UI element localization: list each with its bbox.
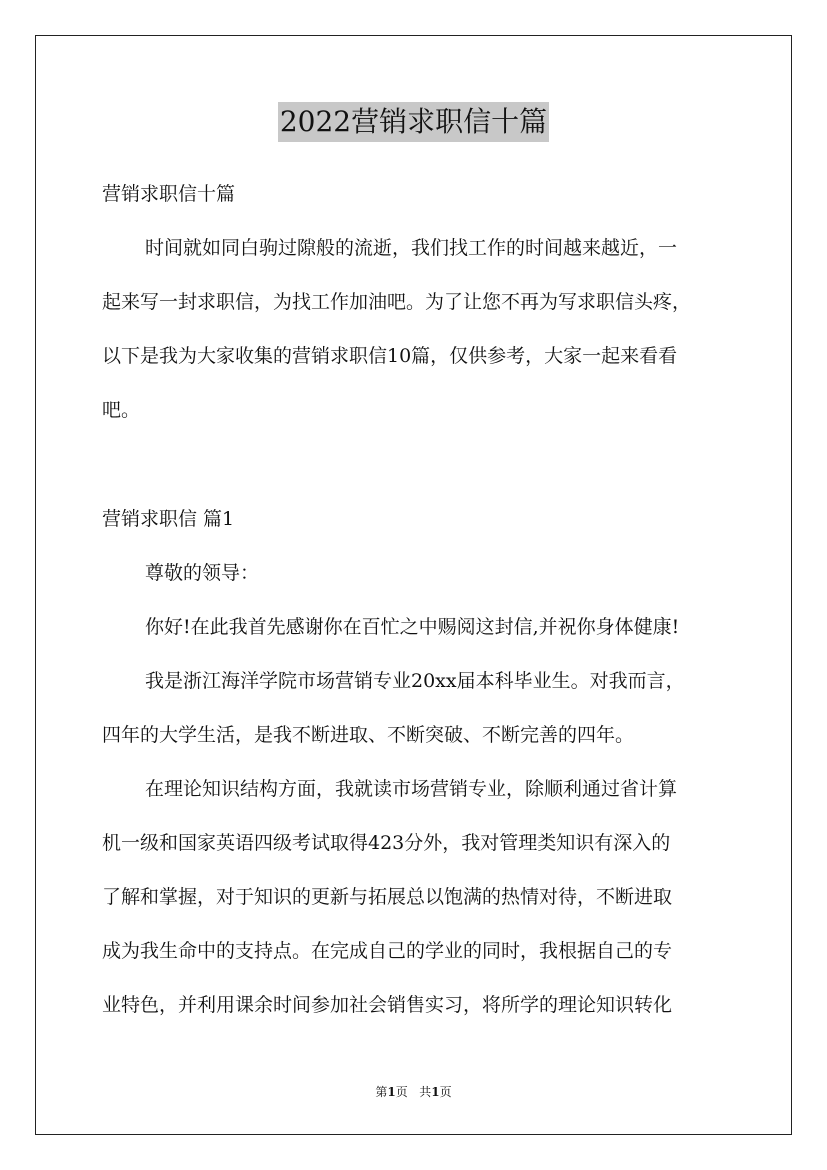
intro-line-1: 时间就如同白驹过隙般的流逝，我们找工作的时间越来越近，一: [145, 237, 678, 259]
footer-total-suffix: 页: [439, 1085, 452, 1099]
body-line-7: 了解和掌握，对于知识的更新与拓展总以饱满的热情对待，不断进取: [102, 886, 673, 908]
section-heading: 营销求职信 篇1: [102, 508, 235, 530]
body-line-3: 我是浙江海洋学院市场营销专业20xx届本科毕业生。对我而言，: [145, 670, 685, 692]
title-wrap: [0, 102, 827, 142]
footer-total-prefix: 共: [419, 1085, 432, 1099]
footer-page-prefix: 第: [375, 1085, 388, 1099]
intro-line-3: 以下是我为大家收集的营销求职信10篇，仅供参考，大家一起来看看: [102, 345, 678, 367]
body-line-4: 四年的大学生活，是我不断进取、不断突破、不断完善的四年。: [102, 724, 635, 746]
document-subtitle: 营销求职信十篇: [102, 183, 236, 205]
footer-page-number: 1: [387, 1085, 396, 1099]
footer-page-suffix: 页: [395, 1085, 408, 1099]
footer-total-number: 1: [431, 1085, 440, 1099]
intro-line-4: 吧。: [102, 399, 141, 421]
body-line-6: 机一级和国家英语四级考试取得423分外，我对管理类知识有深入的: [102, 832, 671, 854]
document-title: 2022营销求职信十篇: [278, 102, 549, 142]
body-line-8: 成为我生命中的支持点。在完成自己的学业的同时，我根据自己的专: [102, 940, 673, 962]
intro-line-2: 起来写一封求职信，为找工作加油吧。为了让您不再为写求职信头疼，: [102, 291, 692, 313]
body-line-salutation: 尊敬的领导：: [145, 562, 260, 584]
body-line-9: 业特色，并利用课余时间参加社会销售实习，将所学的理论知识转化: [102, 994, 673, 1016]
body-line-5: 在理论知识结构方面，我就读市场营销专业，除顺利通过省计算: [145, 778, 678, 800]
page-footer: [0, 1084, 827, 1100]
body-line-greeting: 你好!在此我首先感谢你在百忙之中赐阅这封信,并祝你身体健康!: [145, 616, 680, 638]
